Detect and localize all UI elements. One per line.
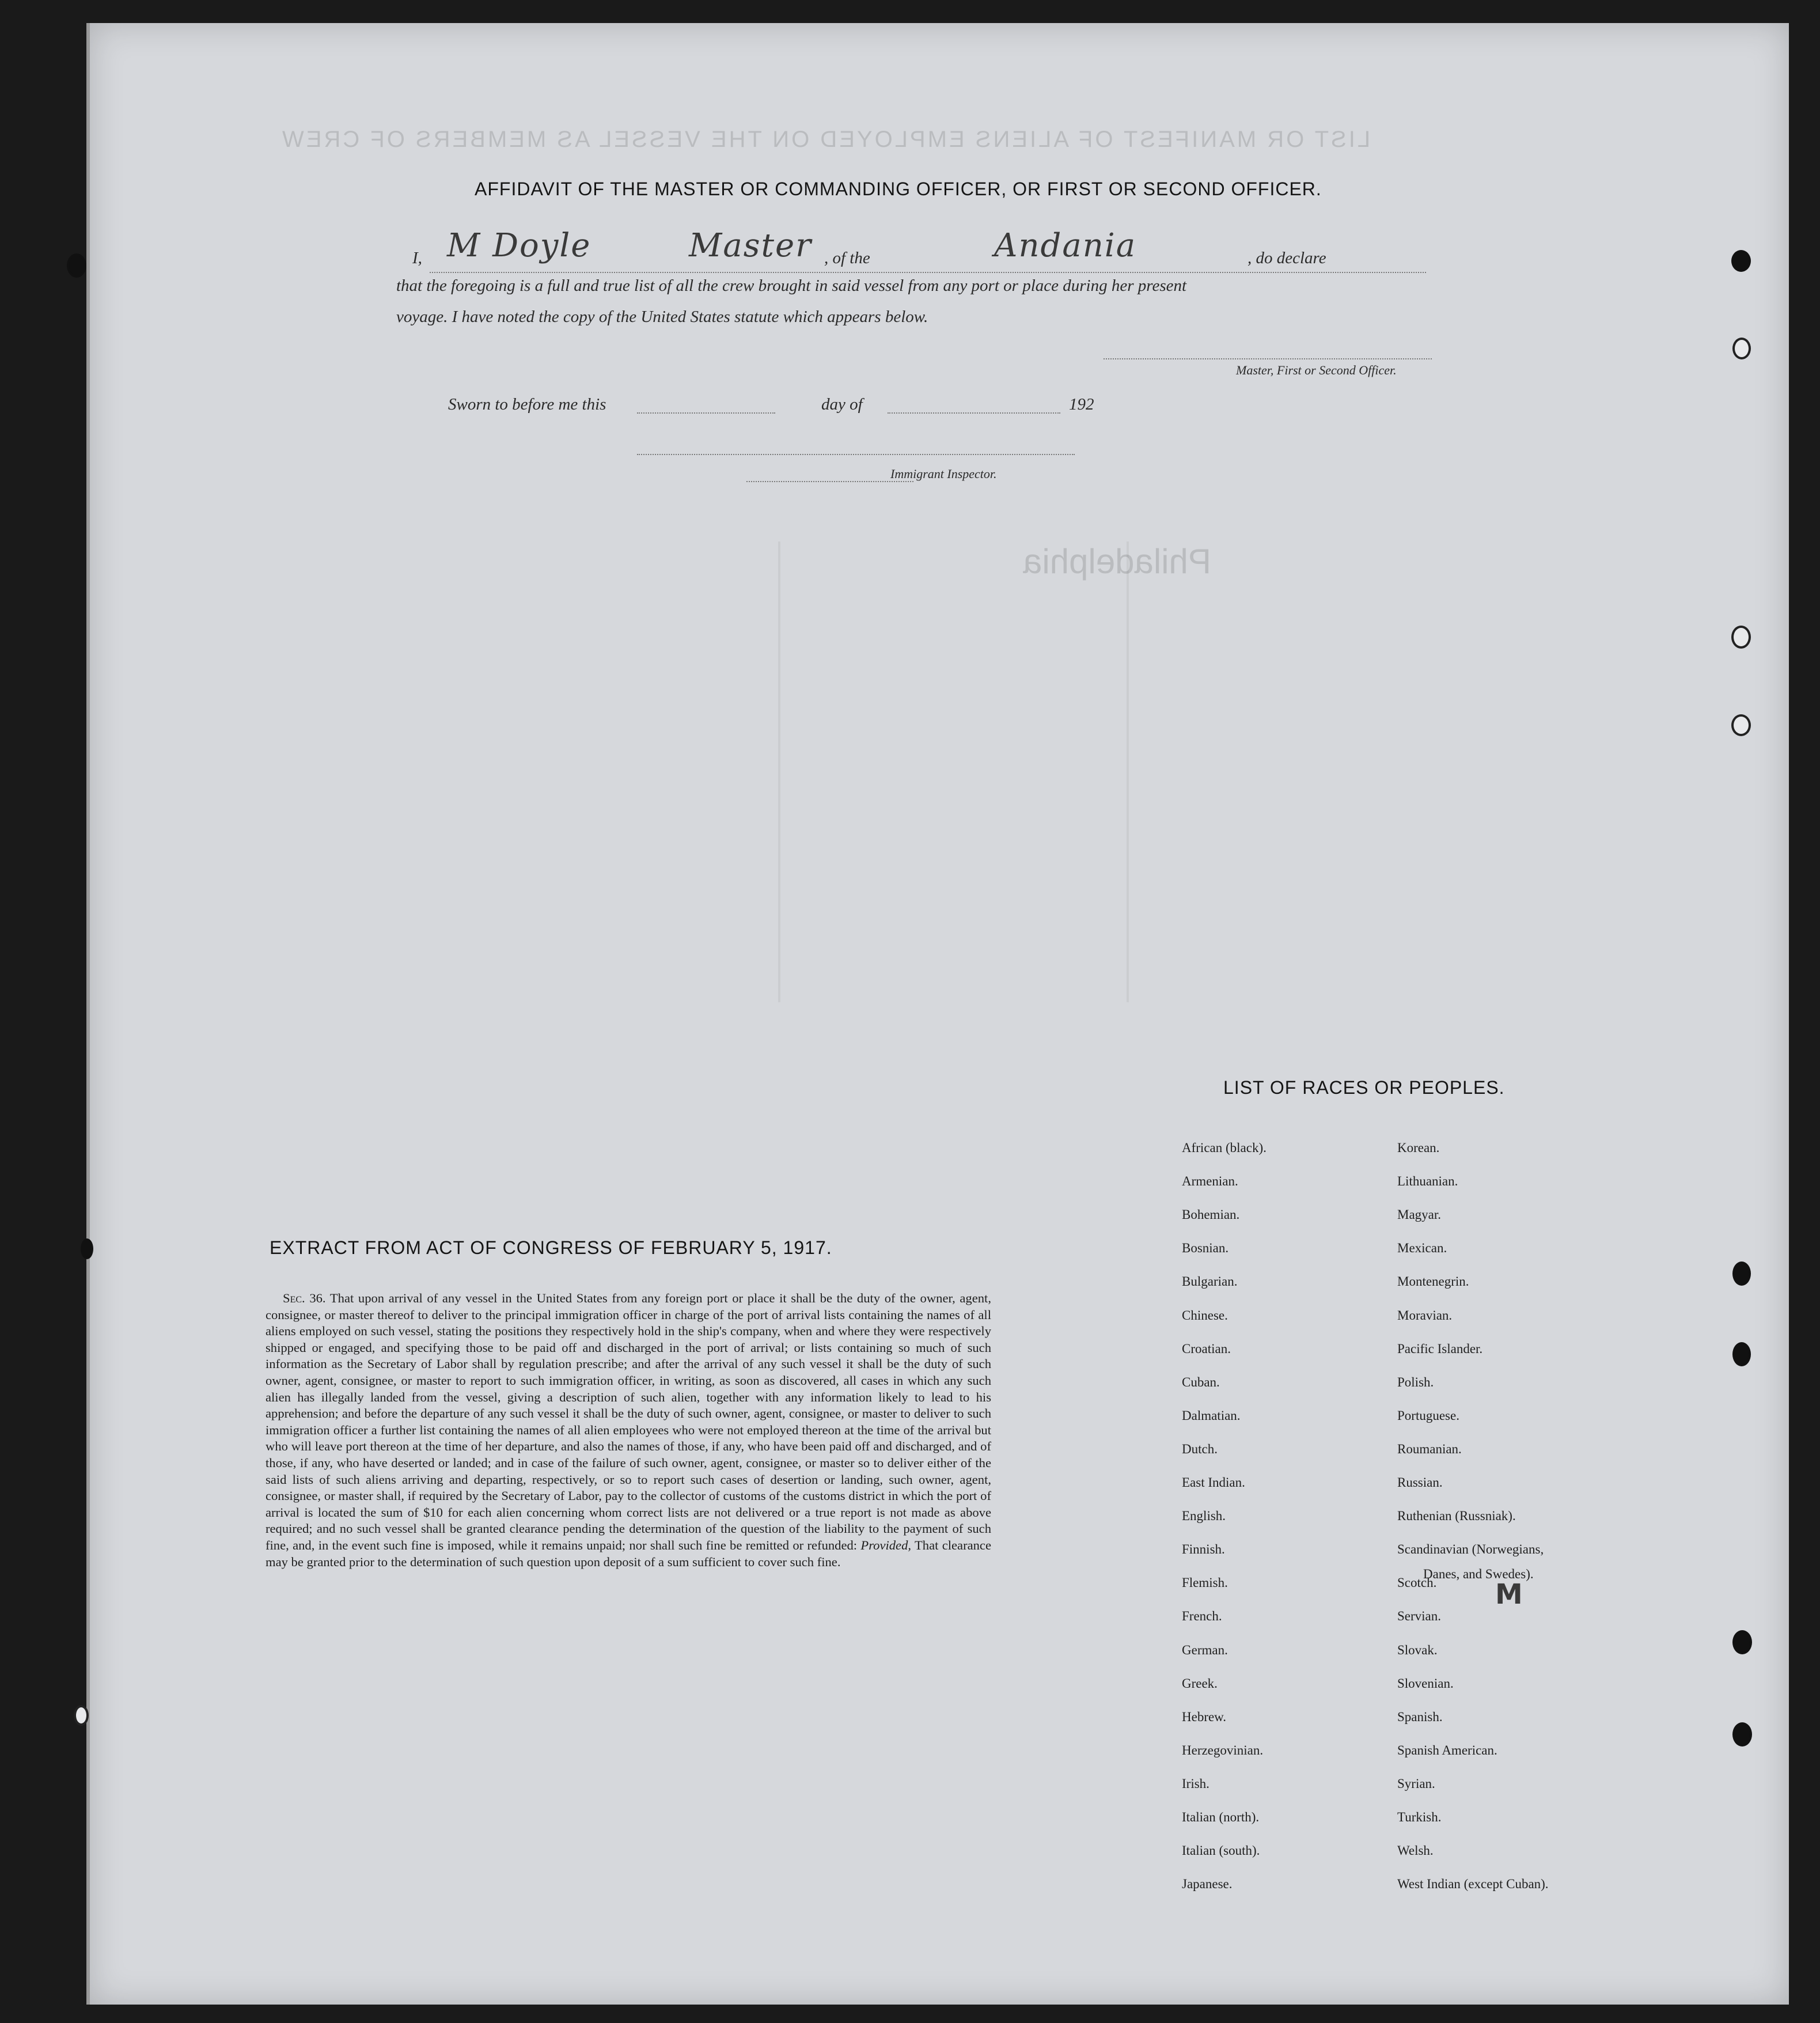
race-item: Portuguese. <box>1397 1408 1459 1423</box>
inspector-signature-line <box>637 454 1075 455</box>
race-item: French. <box>1182 1609 1222 1624</box>
inspector-caption: Immigrant Inspector. <box>890 467 997 481</box>
race-item: Scotch. <box>1397 1575 1437 1590</box>
race-item: Scandinavian (Norwegians, <box>1397 1542 1544 1557</box>
race-item: African (black). <box>1182 1141 1267 1155</box>
race-item: Croatian. <box>1182 1341 1231 1356</box>
race-item: Magyar. <box>1397 1207 1442 1222</box>
affidavit-line-3: voyage. I have noted the copy of the United States statute which appears below. <box>396 308 928 326</box>
signature-line <box>1104 358 1432 359</box>
affidavit-title: AFFIDAVIT OF THE MASTER OR COMMANDING OFFICER, OR FIRST OR SECOND OFFICER. <box>475 179 1322 199</box>
extract-provided: Provided, <box>860 1537 912 1552</box>
extract-ending: That clearance may be granted prior to the determination of such question upon deposit of a sum sufficient to cover such fine. <box>266 1537 991 1569</box>
binder-hole <box>1732 1342 1751 1366</box>
race-item: Turkish. <box>1397 1810 1442 1824</box>
race-item: Syrian. <box>1397 1776 1435 1791</box>
sworn-label: Sworn to before me this <box>448 395 606 414</box>
affidavit-line-2: that the foregoing is a full and true list of all the crew brought in said vessel from any port or place during her present <box>396 276 1187 295</box>
race-item: Dalmatian. <box>1182 1408 1241 1423</box>
of-the-label: , of the <box>824 249 870 267</box>
race-item: Armenian. <box>1182 1174 1238 1189</box>
bleed-through-header: LIST OR MANIFEST OF ALIENS EMPLOYED ON THE VESSEL AS MEMBERS OF CREW <box>280 127 1371 152</box>
race-item: Chinese. <box>1182 1308 1228 1323</box>
race-scandinavian-line2: Danes, and Swedes). <box>1423 1567 1534 1581</box>
race-item: Welsh. <box>1397 1843 1434 1858</box>
race-item: Hebrew. <box>1182 1709 1227 1724</box>
master-name: M Doyle <box>447 227 592 264</box>
race-item: Spanish. <box>1397 1709 1443 1724</box>
race-item: Flemish. <box>1182 1575 1228 1590</box>
race-item: Italian (south). <box>1182 1843 1260 1858</box>
extract-section: Sec. 36. <box>283 1291 326 1305</box>
race-item: Greek. <box>1182 1676 1218 1691</box>
year-label: 192 <box>1069 395 1094 414</box>
race-item: Bohemian. <box>1182 1207 1240 1222</box>
underlying-binder-hole <box>74 1705 89 1726</box>
race-item: English. <box>1182 1509 1226 1524</box>
extract-body <box>266 1290 991 1570</box>
vessel-name: Andania <box>994 227 1137 264</box>
inspector-short-line <box>746 481 913 482</box>
binder-hole <box>1732 1261 1751 1286</box>
race-item: Herzegovinian. <box>1182 1742 1264 1757</box>
binder-hole <box>1732 1630 1752 1654</box>
race-item: Servian. <box>1397 1609 1442 1624</box>
race-item: Lithuanian. <box>1397 1174 1458 1189</box>
affidavit-i-label: I, <box>412 249 422 267</box>
bleed-through-mark: Philadelphia <box>1023 542 1211 581</box>
race-item: Moravian. <box>1397 1308 1453 1323</box>
race-item: Bulgarian. <box>1182 1274 1238 1289</box>
race-item: Irish. <box>1182 1776 1209 1791</box>
sworn-day-line <box>637 412 775 414</box>
binder-hole <box>1732 1722 1752 1747</box>
race-item: Cuban. <box>1182 1374 1220 1389</box>
extract-title: EXTRACT FROM ACT OF CONGRESS OF FEBRUARY 5, 1917. <box>270 1237 832 1258</box>
race-item: German. <box>1182 1642 1228 1657</box>
document-page <box>86 23 1789 2005</box>
race-item: Mexican. <box>1397 1241 1447 1256</box>
race-item: Bosnian. <box>1182 1241 1229 1256</box>
race-item: Korean. <box>1397 1141 1440 1155</box>
underlying-binder-hole <box>81 1238 93 1259</box>
race-item: Polish. <box>1397 1374 1434 1389</box>
race-item: Slovenian. <box>1397 1676 1454 1691</box>
race-item: Russian. <box>1397 1475 1443 1490</box>
race-item: Montenegrin. <box>1397 1274 1469 1289</box>
race-item: Japanese. <box>1182 1877 1233 1892</box>
day-of-label: day of <box>821 395 863 414</box>
binder-hole <box>1732 338 1751 359</box>
extract-text: That upon arrival of any vessel in the United States from any foreign port or place it shall be the duty of the owner, agent, consignee, or master thereof to deliver to the principal immigration officer in charge of the port of arrival lists containing the names of all aliens employed on such vessel, stating the positions they respectively hold in the ship's company, when and where they were respectively shipped or engaged, and specifying those to be paid off and discharged in the port of arrival; or lists containing so much of such information as the Secretary of Labor shall by regulation prescribe; and after the arrival of any such vessel it shall be the duty of such owner, agent, consignee, or master to report to such immigration officer, in writing, as soon as discovered, all cases in which any such alien has illegally landed from the vessel, giving a description of such alien, together with any information likely to lead to his apprehension; and before the departure of any such vessel it shall be the duty of such owner, agent, consignee, or master to deliver to such immigration officer a further list containing the names of all alien employees who were not employed thereon at the time of the arrival but who will leave port thereon at the time of her departure, and also the names of those, if any, who have been paid off and discharged, and of those, if any, who have deserted or landed; and in case of the failure of such owner, agent, consignee, or master so to deliver either of the said lists of such aliens arriving and departing, respectively, or so to report such cases of desertion or landing, such owner, agent, consignee, or master shall, if required by the Secretary of Labor, pay to the collector of customs of the customs district in which the port of arrival is located the sum of $10 for each alien concerning whom correct lists are not delivered or a true report is not made as above required; and no such vessel shall be granted clearance pending the determination of the question of the liability to the payment of such fine, and, in the event such fine is imposed, while it remains unpaid; nor shall such fine be remitted or refunded: <box>266 1291 991 1552</box>
binder-hole <box>1731 714 1751 736</box>
race-item: East Indian. <box>1182 1475 1245 1490</box>
do-declare-label: , do declare <box>1248 249 1326 267</box>
race-item: Dutch. <box>1182 1441 1218 1456</box>
race-item: Spanish American. <box>1397 1742 1497 1757</box>
race-item: Italian (north). <box>1182 1810 1260 1824</box>
binder-hole <box>1731 250 1751 272</box>
race-item: Ruthenian (Russniak). <box>1397 1509 1516 1524</box>
master-rank: Master <box>689 227 812 264</box>
signature-caption: Master, First or Second Officer. <box>1236 363 1397 377</box>
handwritten-mark: M <box>1495 1578 1524 1611</box>
binder-hole <box>1731 626 1751 649</box>
bleed-through-rule <box>778 541 780 1002</box>
race-item: Pacific Islander. <box>1397 1341 1483 1356</box>
bleed-through-rule <box>1127 541 1129 1002</box>
races-title: LIST OF RACES OR PEOPLES. <box>1223 1077 1505 1098</box>
race-item: Roumanian. <box>1397 1441 1462 1456</box>
sworn-month-line <box>888 412 1060 414</box>
underlying-binder-hole <box>67 253 86 278</box>
race-item: West Indian (except Cuban). <box>1397 1877 1549 1892</box>
race-item: Finnish. <box>1182 1542 1225 1557</box>
declaration-line <box>430 272 1426 273</box>
race-item: Slovak. <box>1397 1642 1438 1657</box>
